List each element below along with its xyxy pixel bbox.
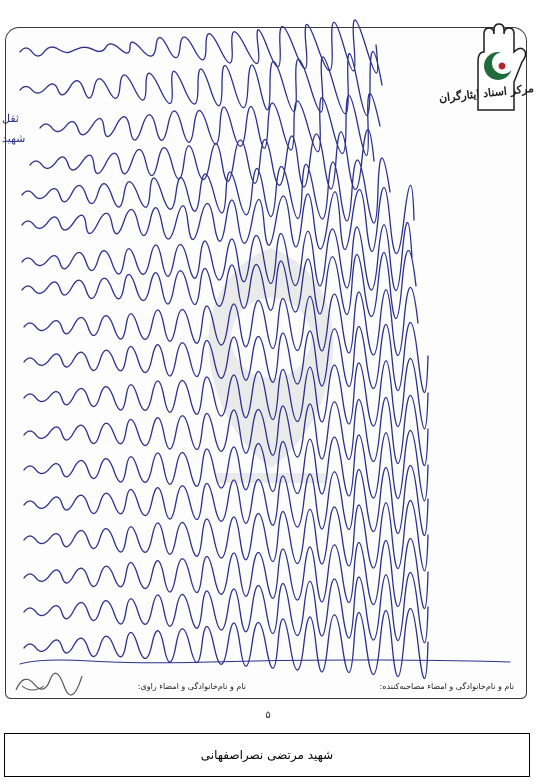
page-number: ۵ bbox=[265, 710, 271, 721]
signature-scribble bbox=[12, 666, 92, 698]
narrator-signature-label: نام و نام‌خانوادگی و امضاء راوی: bbox=[137, 682, 246, 691]
margin-note: ثقل bbox=[2, 112, 19, 125]
margin-note: شهید bbox=[2, 132, 26, 145]
interviewer-signature-label: نام و نام‌خانوادگی و امضاء مصاحبه‌کننده: bbox=[379, 682, 514, 691]
logo-text: مرکز اسناد ایثارگران bbox=[438, 81, 535, 105]
caption-box bbox=[4, 733, 530, 777]
caption-text: شهید مرتضی نصراصفهانی bbox=[200, 748, 334, 762]
